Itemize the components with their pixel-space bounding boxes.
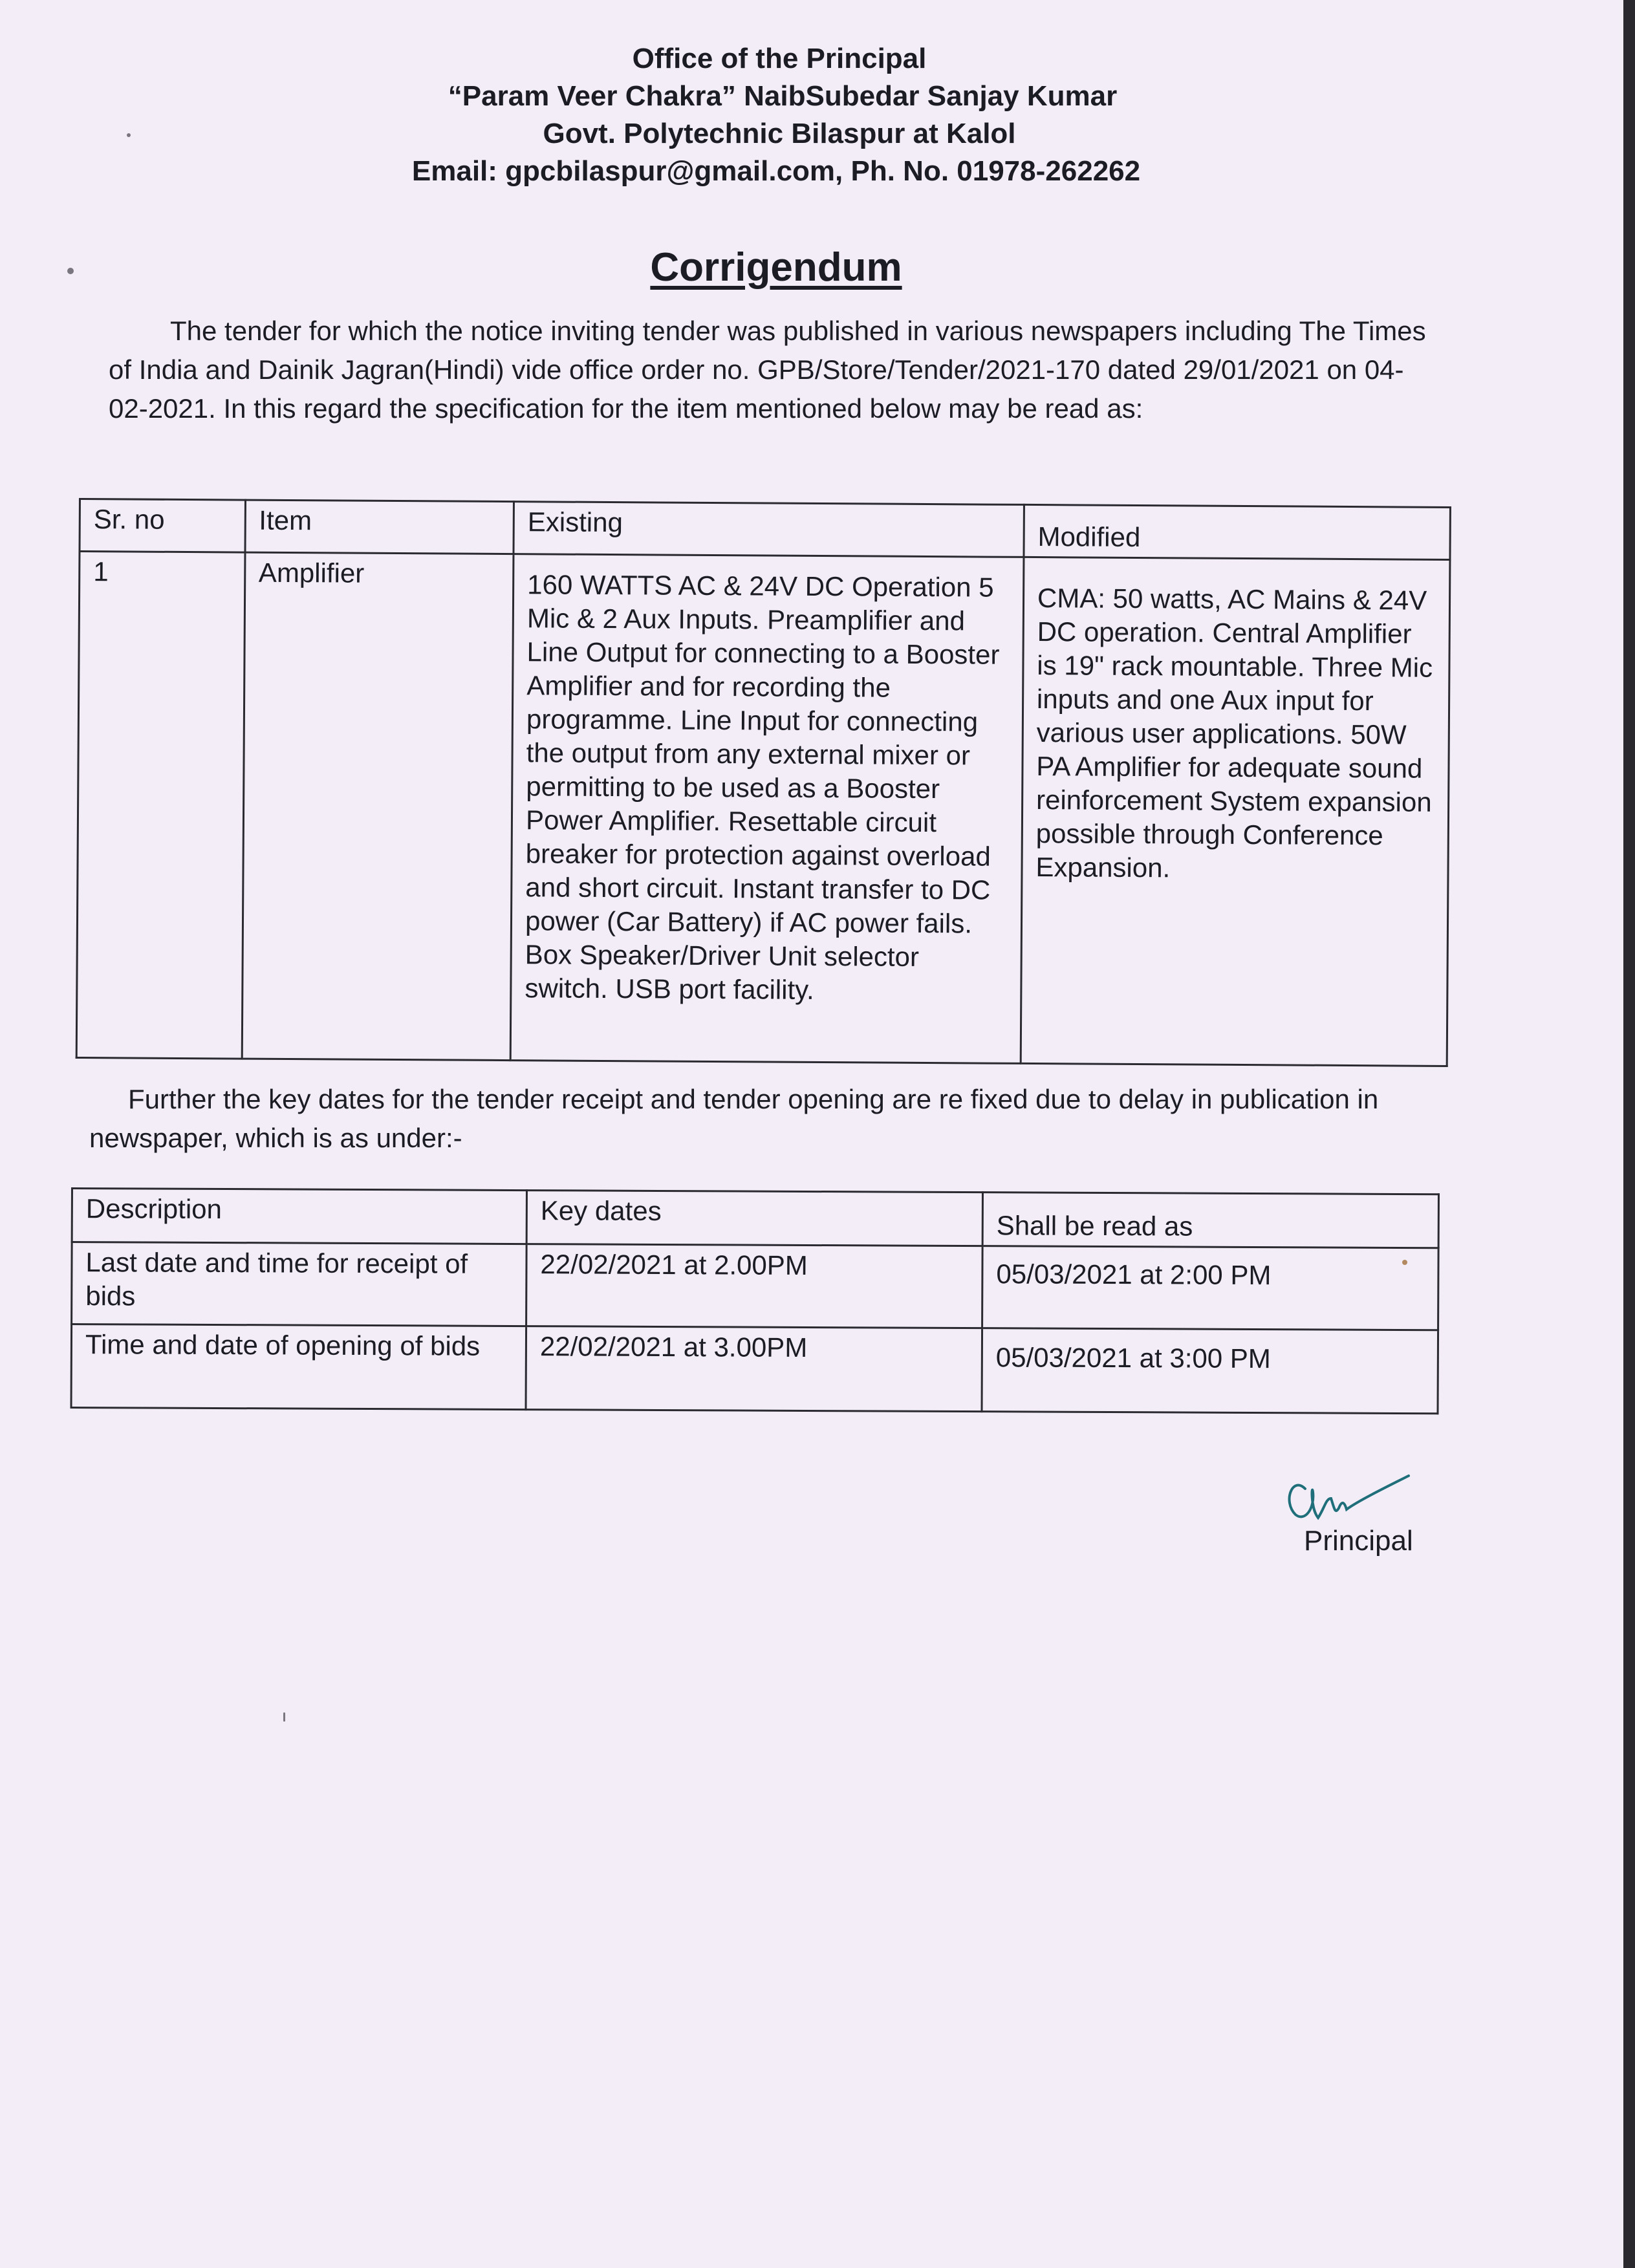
document-title: Corrigendum [650, 245, 902, 290]
scan-speck [67, 268, 74, 274]
cell-key-date: 22/02/2021 at 2.00PM [526, 1244, 983, 1328]
cell-modified: CMA: 50 watts, AC Mains & 24V DC operation. Central Amplifier is 19" rack mountable. Three Mic inputs and one Aux input for various user applications. 50W PA Amplifier for adequate sound reinforcement System expansion possible through Conference Expansion. [1021, 557, 1450, 1066]
header-description: Description [72, 1189, 526, 1244]
letterhead-institution: Govt. Polytechnic Bilaspur at Kalol [543, 118, 1016, 149]
cell-key-date: 22/02/2021 at 3.00PM [526, 1326, 982, 1412]
scan-speck [283, 1712, 285, 1722]
letterhead-office: Office of the Principal [632, 43, 927, 74]
signatory-designation: Principal [1304, 1525, 1413, 1557]
header-item: Item [245, 500, 514, 554]
header-key-dates: Key dates [526, 1191, 982, 1246]
cell-item: Amplifier [242, 552, 514, 1061]
signature-stroke [1290, 1476, 1409, 1518]
header-sr-no: Sr. no [80, 499, 245, 553]
scan-speck [1402, 1260, 1407, 1265]
table-header-row [72, 1189, 1438, 1248]
cell-description: Time and date of opening of bids [71, 1324, 526, 1410]
header-modified: Modified [1024, 504, 1451, 559]
cell-existing: 160 WATTS AC & 24V DC Operation 5 Mic & 2 Aux Inputs. Preamplifier and Line Output for connecting to a Booster Amplifier and for recording the programme. Line Input for connecting the output from any external mixer or permitting to be used as a Booster Power Amplifier. Resettable circuit breaker for protection against overload and short circuit. Instant transfer to DC power (Car Battery) if AC power fails. Box Speaker/Driver Unit selector switch. USB port facility. [510, 554, 1024, 1064]
dates-paragraph: Further the key dates for the tender receipt and tender opening are re fixed due to delay in publication in newspaper, which is as under:- [89, 1084, 1379, 1153]
scan-edge [1623, 0, 1635, 2268]
table-row [71, 1324, 1438, 1414]
key-dates-table [70, 1187, 1440, 1414]
cell-description: Last date and time for receipt of bids [72, 1242, 527, 1326]
letterhead-institution-name: “Param Veer Chakra” NaibSubedar Sanjay Kumar [448, 80, 1118, 112]
intro-paragraph: The tender for which the notice inviting tender was published in various newspapers including The Times of India and Dainik Jagran(Hindi) vide office order no. GPB/Store/Tender/2021-170 dated 29/01/2021 on 04-02-2021. In this regard the specification for the item mentioned below may be read as: [109, 316, 1426, 424]
header-read-as: Shall be read as [982, 1193, 1438, 1248]
scan-speck [127, 133, 131, 137]
cell-sr-no: 1 [76, 552, 244, 1059]
letterhead-contact: Email: gpcbilaspur@gmail.com, Ph. No. 01978-262262 [411, 155, 1141, 187]
letterhead [0, 40, 1552, 190]
signature-image [1279, 1463, 1422, 1534]
header-existing: Existing [514, 502, 1024, 557]
cell-read-as: 05/03/2021 at 3:00 PM [982, 1328, 1438, 1414]
table-header-row [80, 499, 1450, 560]
table-row [72, 1242, 1439, 1330]
table-row [76, 552, 1450, 1066]
specification-table [76, 498, 1451, 1067]
cell-read-as: 05/03/2021 at 2:00 PM [982, 1246, 1439, 1330]
